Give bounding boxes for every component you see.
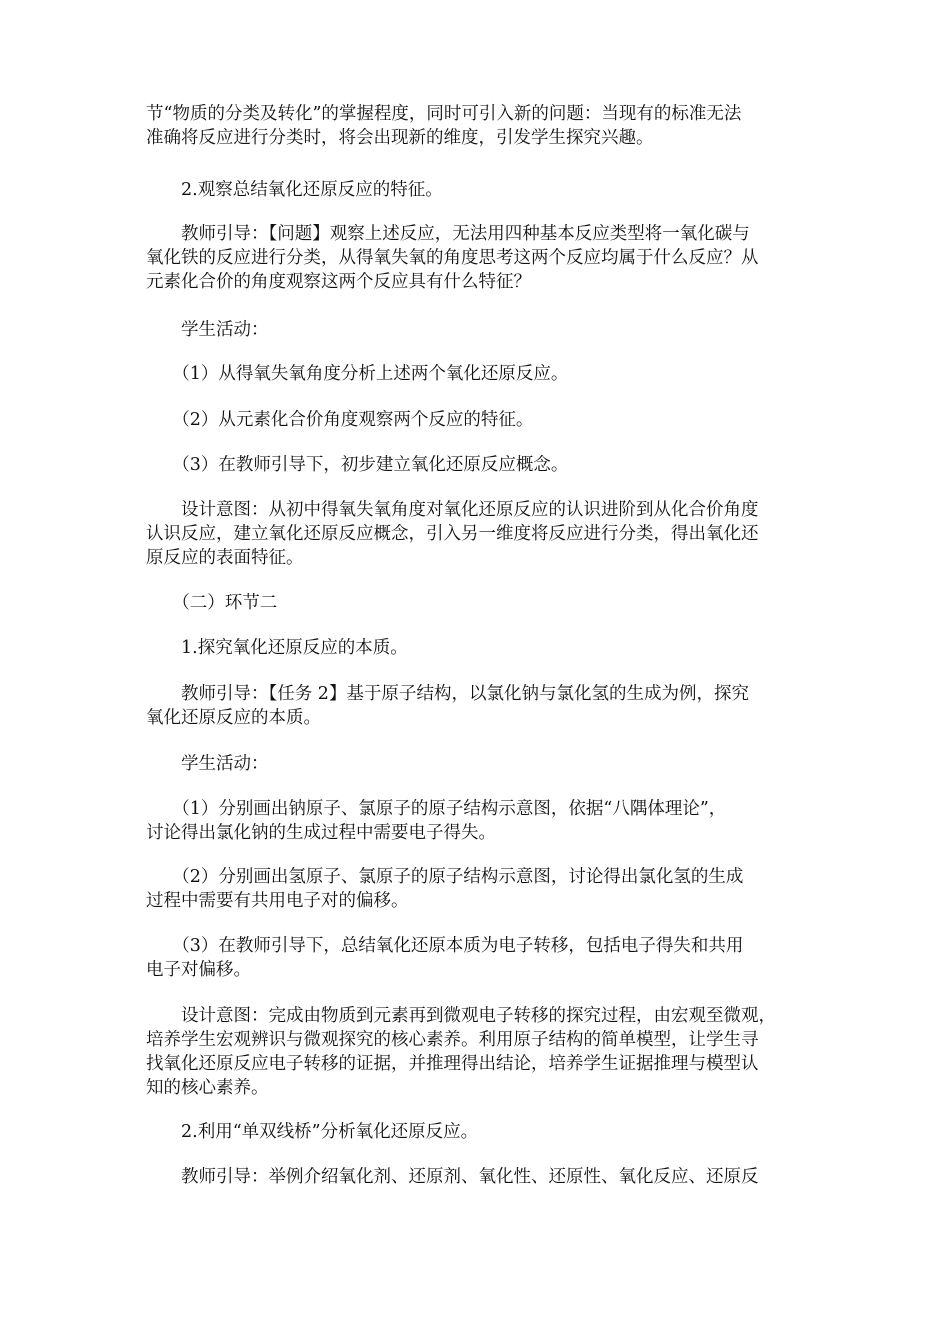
paragraph-teacher-guide-examples xyxy=(146,1165,816,1189)
text-line: 氧化还原反应的本质。 xyxy=(146,708,321,728)
paragraph-activity-2-item-2 xyxy=(146,865,816,913)
text-line: 教师引导：举例介绍氧化剂、还原剂、氧化性、还原性、氧化反应、还原反 xyxy=(146,1167,759,1187)
text-line: 2.观察总结氧化还原反应的特征。 xyxy=(146,180,443,200)
text-line: 准确将反应进行分类时，将会出现新的维度，引发学生探究兴趣。 xyxy=(146,128,654,148)
paragraph-student-activity-label xyxy=(146,318,816,342)
paragraph-activity-item-3 xyxy=(146,453,816,477)
paragraph-activity-item-1 xyxy=(146,362,816,386)
text-line: 学生活动： xyxy=(146,754,269,774)
text-line: 原反应的表面特征。 xyxy=(146,548,304,568)
paragraph-step-2b-heading xyxy=(146,1120,816,1144)
text-line: （1）从得氧失氧角度分析上述两个氧化还原反应。 xyxy=(146,364,569,384)
paragraph-activity-2-item-1 xyxy=(146,797,816,845)
paragraph-step-2-heading xyxy=(146,178,816,202)
paragraph-teacher-guide-task xyxy=(146,682,816,730)
text-line: 教师引导：【任务 2】基于原子结构，以氯化钠与氯化氢的生成为例，探究 xyxy=(146,684,749,704)
text-line: （3）在教师引导下，初步建立氧化还原反应概念。 xyxy=(146,455,569,475)
paragraph-design-intent-1 xyxy=(146,498,816,570)
text-line: 2.利用“单双线桥”分析氧化还原反应。 xyxy=(146,1122,479,1142)
paragraph-step-1-heading xyxy=(146,636,816,660)
paragraph-design-intent-2 xyxy=(146,1004,816,1100)
text-line: （2）分别画出氢原子、氯原子的原子结构示意图，讨论得出氯化氢的生成 xyxy=(146,867,744,887)
text-line: 节“物质的分类及转化”的掌握程度，同时可引入新的问题：当现有的标准无法 xyxy=(146,104,742,124)
text-line: （1）分别画出钠原子、氯原子的原子结构示意图，依据“八隅体理论”， xyxy=(146,799,727,819)
text-line: （3）在教师引导下，总结氧化还原本质为电子转移，包括电子得失和共用 xyxy=(146,936,744,956)
text-line: （2）从元素化合价角度观察两个反应的特征。 xyxy=(146,410,534,430)
text-line: 认识反应，建立氧化还原反应概念，引入另一维度将反应进行分类，得出氧化还 xyxy=(146,524,759,544)
text-line: （二）环节二 xyxy=(146,593,278,613)
paragraph-teacher-guide-question xyxy=(146,222,816,294)
text-line: 学生活动： xyxy=(146,320,269,340)
paragraph-section-2-heading xyxy=(146,591,816,615)
text-line: 氧化铁的反应进行分类，从得氧失氧的角度思考这两个反应均属于什么反应？从 xyxy=(146,248,759,268)
paragraph-activity-2-item-3 xyxy=(146,934,816,982)
text-line: 培养学生宏观辨识与微观探究的核心素养。利用原子结构的简单模型，让学生寻 xyxy=(146,1030,759,1050)
text-line: 过程中需要有共用电子对的偏移。 xyxy=(146,891,409,911)
paragraph-student-activity-label-2 xyxy=(146,752,816,776)
text-line: 1.探究氧化还原反应的本质。 xyxy=(146,638,408,658)
text-line: 设计意图：从初中得氧失氧角度对氧化还原反应的认识进阶到从化合价角度 xyxy=(146,500,759,520)
text-line: 元素化合价的角度观察这两个反应具有什么特征？ xyxy=(146,272,531,292)
paragraph-activity-item-2 xyxy=(146,408,816,432)
text-line: 知的核心素养。 xyxy=(146,1078,269,1098)
text-line: 设计意图：完成由物质到元素再到微观电子转移的探究过程，由宏观至微观， xyxy=(146,1006,776,1026)
text-line: 教师引导：【问题】观察上述反应，无法用四种基本反应类型将一氧化碳与 xyxy=(146,224,750,244)
paragraph-intro-continuation xyxy=(146,102,816,150)
text-line: 讨论得出氯化钠的生成过程中需要电子得失。 xyxy=(146,823,496,843)
text-line: 电子对偏移。 xyxy=(146,960,251,980)
text-line: 找氧化还原反应电子转移的证据，并推理得出结论，培养学生证据推理与模型认 xyxy=(146,1054,759,1074)
